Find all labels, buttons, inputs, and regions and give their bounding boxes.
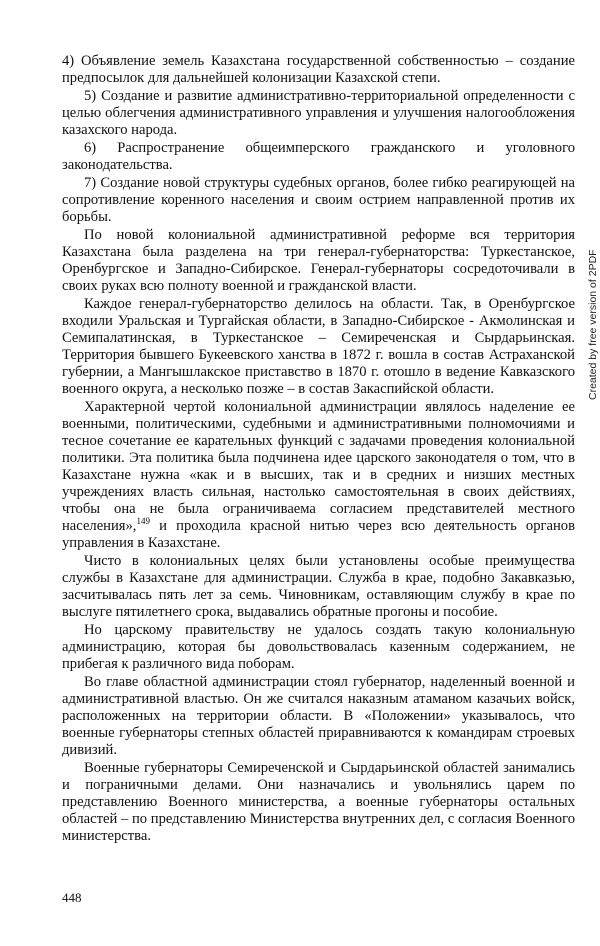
paragraph-6: Каждое генерал-губернаторство делилось на области. Так, в Оренбургское входили Уральская и Тургайская области, в Западно-Сибирское - Акмолинская и Семипалатинская, в Туркестанское – Семиреченская и Сырдарьинская. Территория бывшего Букеевского ханства в 1872 г. вошла в состав Астраханской губернии, а Мангышлакское приставство в 1870 г. отошло в ведение Кавказского военного округа, а несколько позже – в состав Закаспийской области. — [62, 296, 575, 397]
paragraph-footnoted-text: Характерной чертой колониальной администрации являлось наделение ее военными, политическими, судебными и административными полномочиями и тесное сочетание ее карательных функций с задачами проведения колониальной политики. Эта политика была подчинена идее царского законодателя о том, что в Казахстане нужна «как и в высших, так и в средних и низших местных учреждениях власть сильная, настолько самостоятельная в своих действиях, чтобы она не была ограничиваема согласием представителей местного населения», — [62, 399, 575, 534]
paragraph-5: По новой колониальной административной реформе вся территория Казахстана была разделена на три генерал-губернаторства: Туркестанское, Оренбургское и Западно-Сибирское. Генерал-губернаторы сосредоточивали в своих руках всю полноту военной и гражданской власти. — [62, 227, 575, 294]
paragraph-footnoted-tail: и проходила красной нитью через всю деятельность органов управления в Казахстане. — [62, 518, 575, 551]
page-number: 448 — [62, 890, 82, 905]
paragraph-10: Во главе областной администрации стоял губернатор, наделенный военной и административной властью. Он же считался наказным атаманом казачьих войск, расположенных на территории области. В «Положении» указывалось, что военные губернаторы степных областей приравниваются к командирам строевых дивизий. — [62, 674, 575, 758]
paragraph-8: Чисто в колониальных целях были установлены особые преимущества службы в Казахстане для администрации. Служба в крае, подобно Закавказью, засчитывалась пять лет за семь. Чиновникам, оставляющим службу в крае по выслуге пятилетнего срока, выдавались обратные прогоны и пособие. — [62, 553, 575, 620]
paragraph-9: Но царскому правительству не удалось создать такую колониальную администрацию, которая бы довольствовалась казенным содержанием, не прибегая к различного вида поборам. — [62, 622, 575, 672]
paragraph-3: 6) Распространение общеимперского гражданского и уголовного законодательства. — [62, 140, 575, 173]
paragraph-2: 5) Создание и развитие административно-территориальной определенности с целью облегчения административного управления и улучшения налогообложения казахского народа. — [62, 88, 575, 138]
paragraph-11: Военные губернаторы Семиреченской и Сырдарьинской областей занимались и пограничными делами. Они назначались и увольнялись царем по представлению Военного министерства, а военные губернаторы остальных областей – по представлению Министерства внутренних дел, с согласия Военного министерства. — [62, 760, 575, 844]
watermark-text: Created by free version of 2PDF — [587, 249, 599, 400]
footnote-marker: 149 — [136, 516, 150, 527]
paragraph-footnoted — [62, 399, 575, 552]
paragraph-1: 4) Объявление земель Казахстана государственной собственностью – создание предпосылок для дальнейшей колонизации Казахской степи. — [62, 53, 575, 86]
paragraph-4: 7) Создание новой структуры судебных органов, более гибко реагирующей на сопротивление коренного населения и своим острием направленной против их борьбы. — [62, 175, 575, 225]
document-body — [62, 53, 575, 846]
